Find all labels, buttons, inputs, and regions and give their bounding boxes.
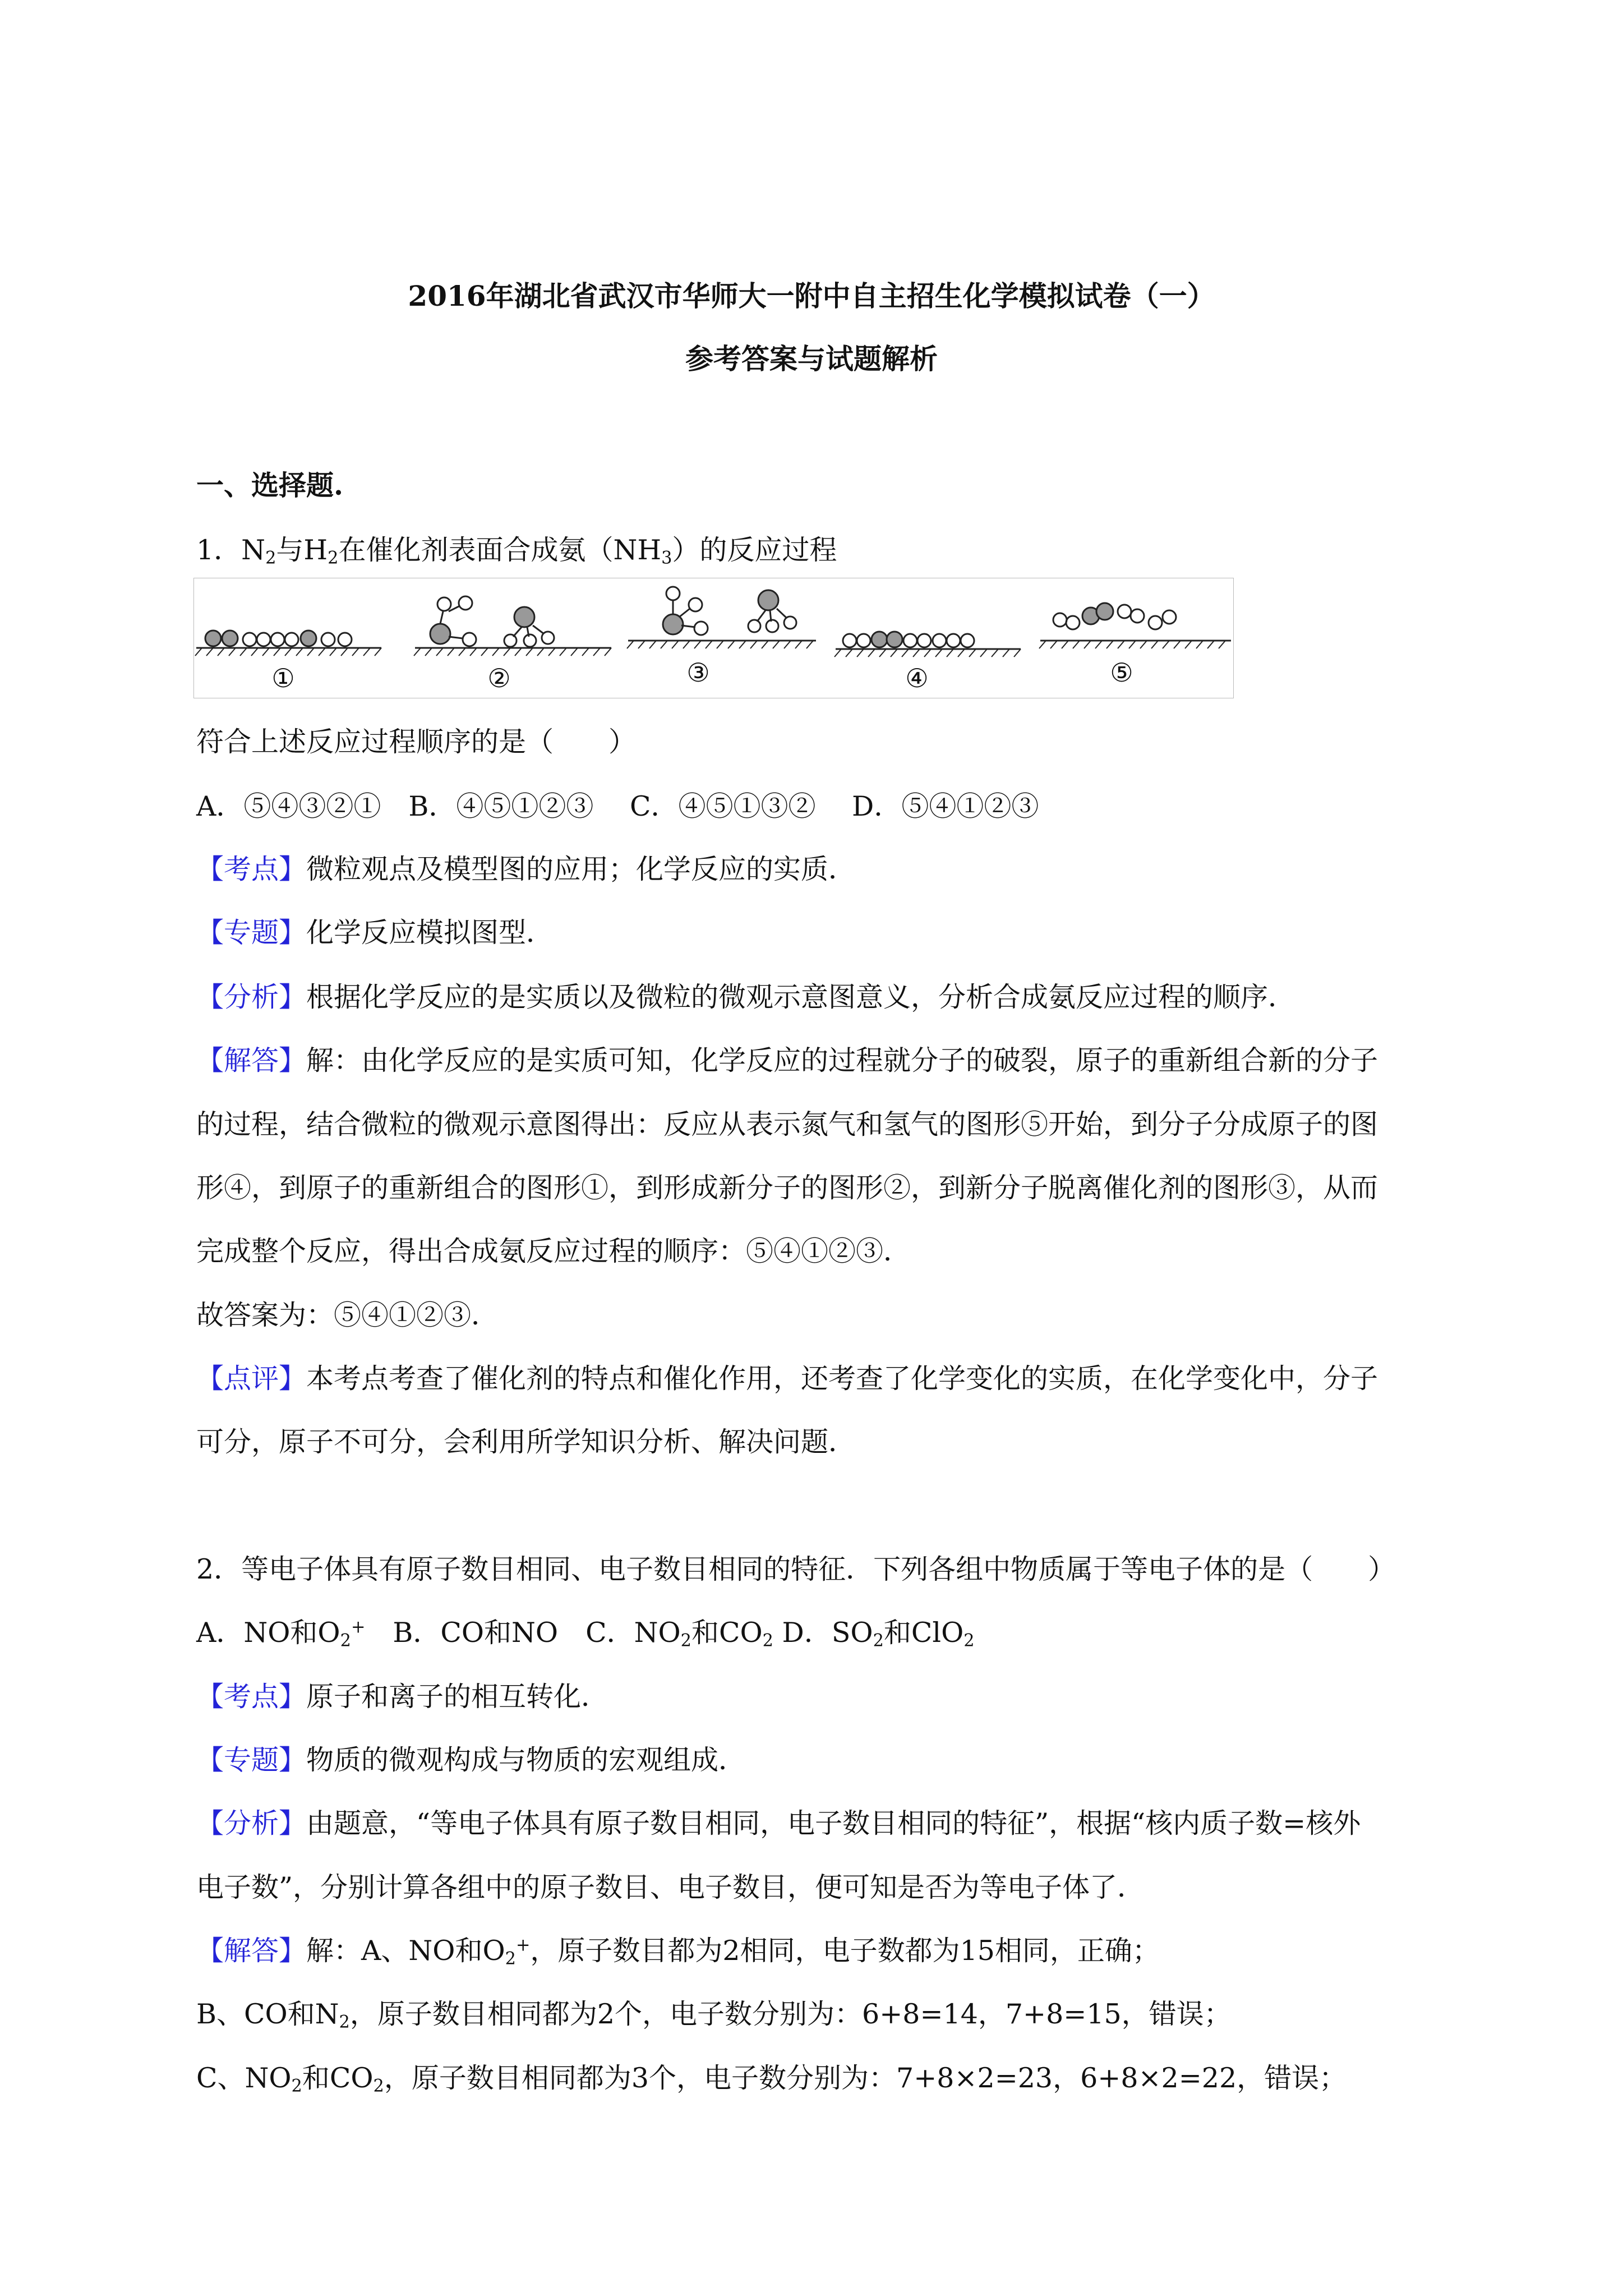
- q1-jieda-line4: 完成整个反应，得出合成氨反应过程的顺序：⑤④①②③．: [196, 1235, 911, 1267]
- section-heading: 一、选择题.: [196, 469, 344, 501]
- q2-kaodian: 【考点】原子和离子的相互转化．: [196, 1681, 609, 1713]
- q2-stem: 2．等电子体具有原子数目相同、电子数目相同的特征．下列各组中物质属于等电子体的是（ ）: [196, 1553, 1396, 1585]
- q1-answer: 故答案为：⑤④①②③．: [196, 1299, 499, 1331]
- q2-zhuanti: 【专题】物质的微观构成与物质的宏观组成．: [196, 1744, 746, 1776]
- q2-jieda-a: 【解答】解：A、NO和$O_2^+$，原子数目都为2相同，电子数都为15相同，正确；: [196, 1935, 1160, 1969]
- page-title: 2016年湖北省武汉市华师大一附中自主招生化学模拟试卷（一）: [408, 279, 1215, 312]
- q2-fenxi-line2: 电子数”，分别计算各组中的原子数目、电子数目，便可知是否为等电子体了．: [196, 1871, 1145, 1903]
- q1-options: A．⑤④③②① B．④⑤①②③ C．④⑤①③② D．⑤④①②③: [196, 790, 1039, 822]
- q1-stem: 1．$N_2$与$H_2$在催化剂表面合成氨$(NH_3)$的反应过程: [196, 534, 837, 568]
- figure-label-1: ①: [271, 663, 295, 693]
- q1-jieda-line3: 形④，到原子的重新组合的图形①，到形成新分子的图形②，到新分子脱离催化剂的图形③，从而: [196, 1172, 1378, 1204]
- page-subtitle: 参考答案与试题解析: [685, 342, 938, 375]
- q1-dianping-line1: 【点评】本考点考查了催化剂的特点和催化作用，还考查了化学变化的实质，在化学变化中，分子: [196, 1363, 1378, 1395]
- q2-options: A．NO和$O_2^+$ B．CO和NO C．$NO_2$和$CO_2$ D．$SO_2$和ClO$_2$: [196, 1617, 975, 1651]
- q1-zhuanti: 【专题】化学反应模拟图型．: [196, 917, 554, 949]
- q2-fenxi-line1: 【分析】由题意，“等电子体具有原子数目相同，电子数目相同的特征”，根据“核内质子数=核外: [196, 1807, 1361, 1839]
- figure-label-5: ⑤: [1110, 657, 1133, 688]
- q1-jieda-line1: 【解答】解：由化学反应的是实质可知，化学反应的过程就分子的破裂，原子的重新组合新的分子: [196, 1045, 1378, 1076]
- reaction-process-figure: [193, 578, 1234, 698]
- q1-prompt: 符合上述反应过程顺序的是（ ）: [196, 726, 637, 758]
- q1-fenxi: 【分析】根据化学反应的是实质以及微粒的微观示意图意义，分析合成氨反应过程的顺序．: [196, 981, 1296, 1013]
- figure-label-3: ③: [686, 657, 710, 688]
- figure-label-4: ④: [905, 663, 929, 693]
- q2-jieda-c: C、$NO_2$和$CO_2$，原子数目相同都为3个，电子数分别为：7+8×2=23，6+8×2=22，错误；: [196, 2062, 1347, 2096]
- q2-jieda-b: B、CO和$N_2$，原子数目相同都为2个，电子数分别为：6+8=14，7+8=15，错误；: [196, 1998, 1232, 2032]
- q1-dianping-line2: 可分，原子不可分，会利用所学知识分析、解决问题．: [196, 1426, 856, 1458]
- q1-kaodian: 【考点】微粒观点及模型图的应用；化学反应的实质．: [196, 853, 856, 885]
- figure-label-2: ②: [487, 663, 511, 693]
- q1-jieda-line2: 的过程，结合微粒的微观示意图得出：反应从表示氮气和氢气的图形⑤开始，到分子分成原子的图: [196, 1108, 1378, 1140]
